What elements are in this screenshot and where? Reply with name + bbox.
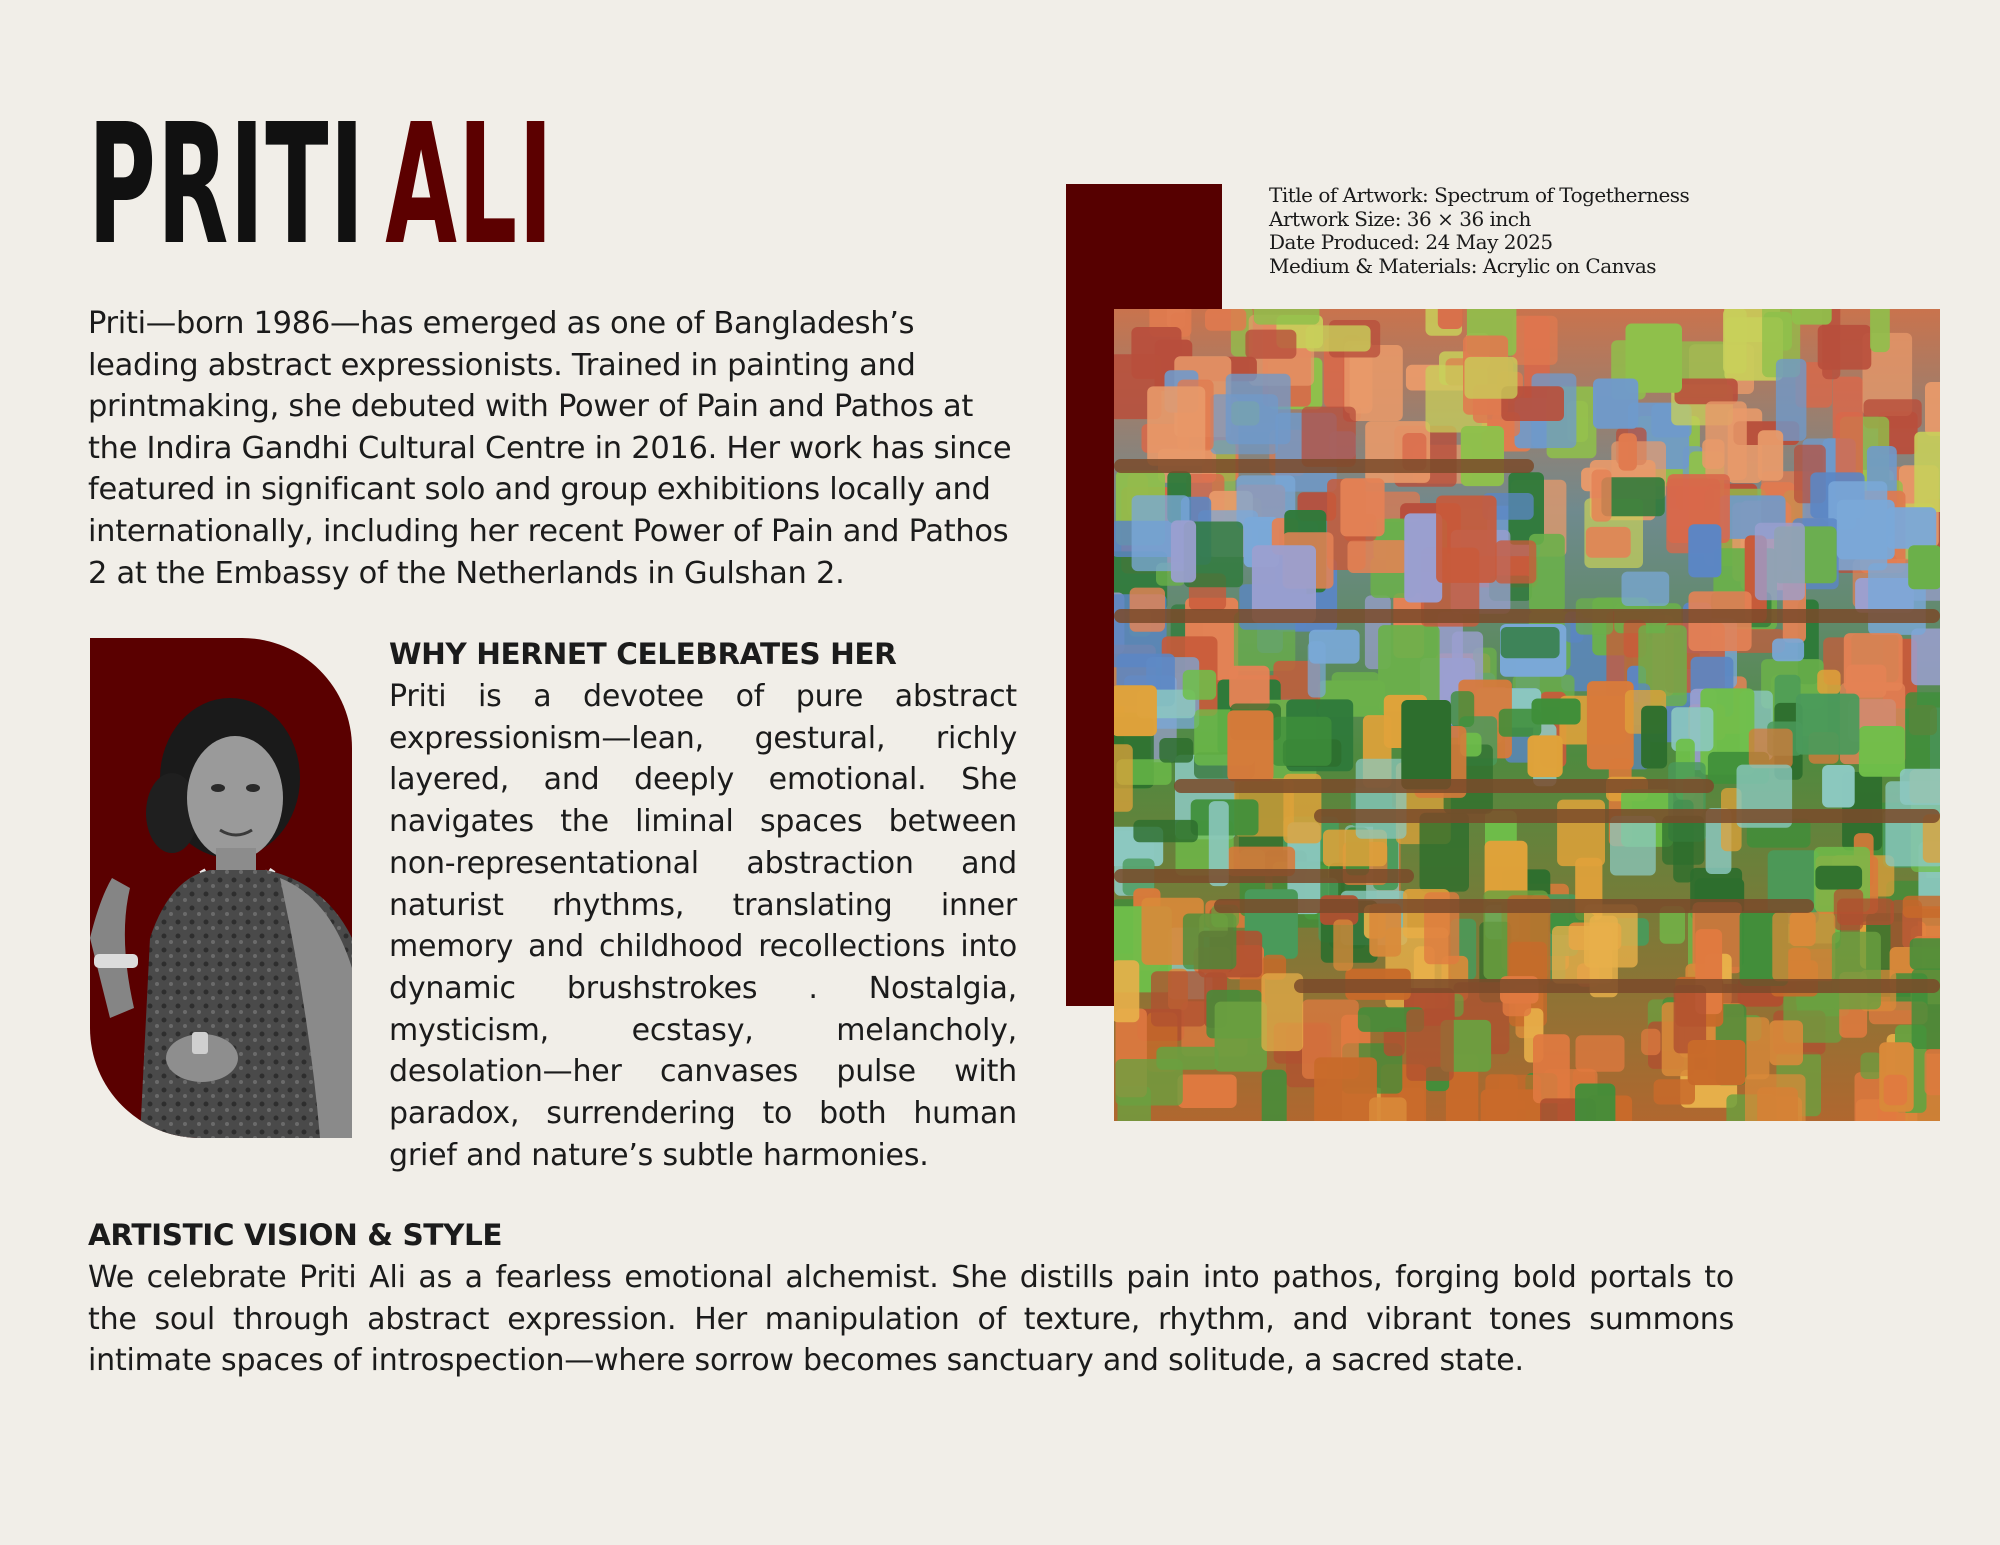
artwork-size-line: Artwork Size: 36 × 36 inch — [1269, 206, 1531, 231]
abstract-painting-image — [1114, 309, 1940, 1121]
artist-portrait — [90, 638, 352, 1138]
artist-first-name: PRITI — [88, 89, 366, 282]
artwork-title-line: Title of Artwork: Spectrum of Togetherness — [1269, 183, 1690, 207]
artist-last-name: ALI — [385, 89, 555, 282]
artwork-medium-line: Medium & Materials: Acrylic on Canvas — [1269, 253, 1657, 278]
vision-section-heading: ARTISTIC VISION & STYLE — [88, 1218, 503, 1252]
artist-name-title — [88, 89, 555, 282]
artwork-painting — [1114, 309, 1940, 1121]
vision-section-body: We celebrate Priti Ali as a fearless emotional alchemist. She distills pain into pathos, forging bold portals to the soul through abstract expression. Her manipulation of texture, rhythm, and vibrant tones summons intimate spaces of introspection—where sorrow becomes sanctuary and solitude, a sacred state. — [88, 1260, 1734, 1379]
why-section-heading: WHY HERNET CELEBRATES HER — [389, 637, 897, 671]
why-section-body: Priti is a devotee of pure abstract expressionism—lean, gestural, richly layered, and deeply emotional. She navigates the liminal spaces between non-representational abstraction and naturist rhythms, translating inner memory and childhood recollections into dynamic brushstrokes . Nostalgia, mysticism, ecstasy, melancholy, desolation—her canvases pulse with paradox, surrendering to both human grief and nature’s subtle harmonies. — [389, 679, 1017, 1173]
artist-bio-paragraph: Priti—born 1986—has emerged as one of Bangladesh’s leading abstract expressionists. Trained in painting and printmaking, she debuted with Power of Pain and Pathos at the Indira Gandhi Cultural Centre in 2016. Her work has since featured in significant solo and group exhibitions locally and internationally, including her recent Power of Pain and Pathos 2 at the Embassy of the Netherlands in Gulshan 2. — [88, 306, 1012, 591]
portrait-illustration — [90, 638, 352, 1138]
artwork-details — [1269, 184, 1689, 278]
artwork-date-line: Date Produced: 24 May 2025 — [1269, 230, 1553, 254]
